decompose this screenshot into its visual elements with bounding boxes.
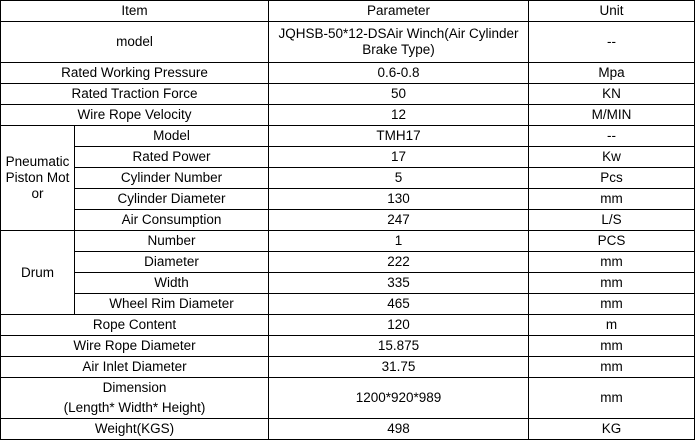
table-row	[1, 419, 695, 440]
row-unit: mm	[529, 336, 695, 357]
row-parameter: JQHSB-50*12-DSAir Winch(Air Cylinder Brake Type)	[269, 22, 529, 63]
dimension-sublabel: (Length* Width* Height)	[63, 400, 206, 415]
row-item: Diameter	[75, 252, 269, 273]
row-parameter: 465	[269, 294, 529, 315]
row-unit: Kw	[529, 147, 695, 168]
row-item: Weight(KGS)	[1, 419, 269, 440]
row-unit: mm	[529, 357, 695, 378]
row-item: Rated Power	[75, 147, 269, 168]
table-row	[1, 357, 695, 378]
row-unit: mm	[529, 273, 695, 294]
row-unit: m	[529, 315, 695, 336]
table-row	[1, 273, 695, 294]
row-parameter: 130	[269, 189, 529, 210]
row-parameter: 335	[269, 273, 529, 294]
table-row	[1, 63, 695, 84]
row-item: Air Inlet Diameter	[1, 357, 269, 378]
table-row	[1, 147, 695, 168]
row-item: Number	[75, 231, 269, 252]
row-unit: mm	[529, 294, 695, 315]
dimension-label: Dimension	[102, 380, 167, 395]
row-item: Rated Working Pressure	[1, 63, 269, 84]
table-row	[1, 189, 695, 210]
row-unit: --	[529, 126, 695, 147]
row-item: Wire Rope Velocity	[1, 105, 269, 126]
row-item: Rated Traction Force	[1, 84, 269, 105]
row-unit: KN	[529, 84, 695, 105]
row-unit: KG	[529, 419, 695, 440]
row-item: Wire Rope Diameter	[1, 336, 269, 357]
group-label-drum: Drum	[1, 231, 75, 315]
header-unit: Unit	[529, 1, 695, 22]
row-unit: mm	[529, 189, 695, 210]
row-parameter: 120	[269, 315, 529, 336]
row-unit: L/S	[529, 210, 695, 231]
row-parameter: 1200*920*989	[269, 378, 529, 419]
row-unit: --	[529, 22, 695, 63]
table-row	[1, 126, 695, 147]
dimension-item	[1, 378, 269, 419]
row-parameter: 222	[269, 252, 529, 273]
row-item: Cylinder Number	[75, 168, 269, 189]
row-parameter: 50	[269, 84, 529, 105]
row-parameter: 15.875	[269, 336, 529, 357]
table-row	[1, 336, 695, 357]
row-item: Cylinder Diameter	[75, 189, 269, 210]
row-item: Rope Content	[1, 315, 269, 336]
table-row	[1, 105, 695, 126]
row-parameter: 498	[269, 419, 529, 440]
group-label-motor: Pneumatic Piston Motor	[1, 126, 75, 231]
row-parameter: 17	[269, 147, 529, 168]
header-item: Item	[1, 1, 269, 22]
row-unit: Pcs	[529, 168, 695, 189]
row-parameter: 5	[269, 168, 529, 189]
table-row	[1, 22, 695, 63]
row-item: Air Consumption	[75, 210, 269, 231]
row-item: Wheel Rim Diameter	[75, 294, 269, 315]
table-row	[1, 378, 695, 419]
row-parameter: 247	[269, 210, 529, 231]
row-unit: PCS	[529, 231, 695, 252]
table-row	[1, 231, 695, 252]
header-row	[1, 1, 695, 22]
table-row	[1, 315, 695, 336]
table-row	[1, 294, 695, 315]
row-parameter: TMH17	[269, 126, 529, 147]
table-row	[1, 84, 695, 105]
row-unit: Mpa	[529, 63, 695, 84]
row-item: model	[1, 22, 269, 63]
table-row	[1, 168, 695, 189]
row-unit: mm	[529, 252, 695, 273]
row-parameter: 12	[269, 105, 529, 126]
table-row	[1, 210, 695, 231]
header-parameter: Parameter	[269, 1, 529, 22]
table-row	[1, 252, 695, 273]
row-unit: mm	[529, 378, 695, 419]
row-parameter: 1	[269, 231, 529, 252]
row-item: Model	[75, 126, 269, 147]
row-item: Width	[75, 273, 269, 294]
row-parameter: 0.6-0.8	[269, 63, 529, 84]
row-unit: M/MIN	[529, 105, 695, 126]
row-parameter: 31.75	[269, 357, 529, 378]
